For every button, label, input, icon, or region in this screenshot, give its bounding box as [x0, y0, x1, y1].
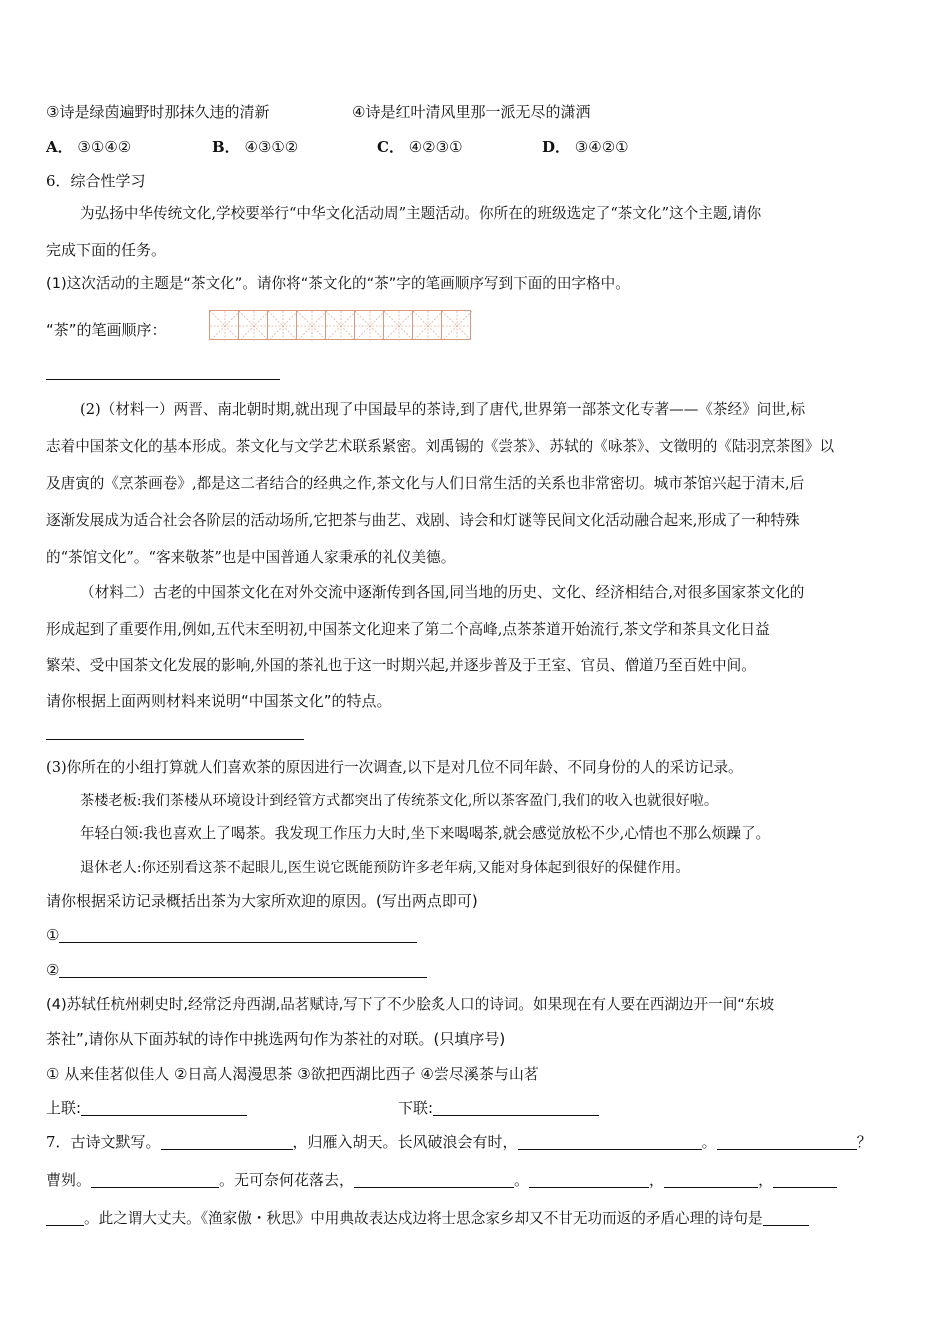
q7-l1-d: ？	[856, 1133, 872, 1151]
grid-cell[interactable]	[238, 310, 268, 340]
q7-l2-c: 。	[514, 1171, 530, 1189]
grid-cell[interactable]	[325, 310, 355, 340]
q6-part1: (1)这次活动的主题是“茶文化”。请你将“茶文化的“茶”字的笔画顺序写到下面的田字格中。	[46, 275, 630, 292]
interview-teahouse-owner: 茶楼老板:我们茶楼从环境设计到经管方式都突出了传统茶文化,所以茶客盈门,我们的收入也就很好啦。	[80, 793, 719, 809]
material2-line2: 形成起到了重要作用,例如,五代末至明初,中国茶文化迎来了第二个高峰,点茶茶道开始流行,茶文学和茶具文化日益	[46, 621, 770, 638]
q7-blank[interactable]	[518, 1133, 702, 1150]
q7-l2-e: ，	[758, 1171, 774, 1189]
grid-cell[interactable]	[441, 310, 471, 340]
answer-line	[46, 379, 280, 380]
q7-l1-b: ，归雁入胡天。长风破浪会有时，	[292, 1133, 518, 1151]
q7-l2-b: 。无可奈何花落去，	[219, 1171, 355, 1189]
q7-l2-a: 曹刿。	[46, 1171, 92, 1189]
q6-part4-line1: (4)苏轼任杭州刺史时,经常泛舟西湖,品茗赋诗,写下了不少脍炙人口的诗词。如果现在有人要在西湖边开一间“东坡	[46, 996, 775, 1013]
material2-line3: 繁荣、受中国茶文化发展的影响,外国的茶礼也于这一时期兴起,并逐步普及于王室、官员、僧道乃至百姓中间。	[46, 657, 756, 674]
material1-line4: 逐渐发展成为适合社会各阶层的活动场所,它把茶与曲艺、戏剧、诗会和灯谜等民间文化活动融合起来,形成了一种特殊	[46, 512, 800, 529]
grid-cell[interactable]	[209, 310, 239, 340]
choice-text: ④③①②	[244, 138, 299, 156]
answer-2-label: ②	[46, 961, 60, 979]
q5-choice-b	[212, 137, 298, 157]
interview-young-worker: 年轻白领:我也喜欢上了喝茶。我发现工作压力大时,坐下来喝喝茶,就会感觉放松不少,心情也不那么烦躁了。	[80, 825, 771, 842]
grid-cell[interactable]	[296, 310, 326, 340]
choice-text: ③④②①	[574, 138, 629, 156]
part3-question: 请你根据采访记录概括出茶为大家所欢迎的原因。(写出两点即可)	[46, 892, 478, 910]
q7-blank[interactable]	[763, 1209, 809, 1226]
q7-blank[interactable]	[161, 1133, 293, 1150]
material1-line1: (2)（材料一）两晋、南北朝时期,就出现了中国最早的茶诗,到了唐代,世界第一部茶文化专著——《茶经》问世,标	[80, 401, 806, 418]
interview-retiree: 退休老人:你还别看这茶不起眼儿,医生说它既能预防许多老年病,又能对身体起到很好的保健作用。	[80, 860, 690, 876]
answer-2-blank[interactable]	[59, 961, 427, 978]
q6-part4-options: ① 从来佳茗似佳人 ②日高人渴漫思茶 ③欲把西湖比西子 ④尝尽溪茶与山茗	[46, 1065, 539, 1083]
q7-line1	[46, 1132, 872, 1152]
answer-1-label: ①	[46, 926, 60, 944]
q6-intro-line1: 为弘扬中华传统文化,学校要举行“中华文化活动周”主题活动。你所在的班级选定了“茶文化”这个主题,请你	[80, 205, 762, 222]
upper-couplet-blank[interactable]	[81, 1099, 247, 1116]
upper-couplet-row	[46, 1098, 247, 1118]
choice-letter: D．	[542, 138, 571, 156]
q6-intro-line2: 完成下面的任务。	[46, 241, 167, 259]
material2-line1: （材料二）古老的中国茶文化在对外交流中逐渐传到各国,同当地的历史、文化、经济相结合,对很多国家茶文化的	[80, 584, 805, 601]
choice-letter: B．	[212, 138, 240, 156]
q5-choice-d	[542, 137, 629, 157]
q5-option3: ③诗是绿茵遍野时那抹久违的清新	[46, 103, 270, 121]
choice-text: ④②③①	[408, 138, 463, 156]
grid-cell[interactable]	[267, 310, 297, 340]
q7-blank[interactable]	[354, 1171, 514, 1188]
q5-option4: ④诗是红叶清风里那一派无尽的潇洒	[352, 103, 591, 121]
tian-zi-grid[interactable]	[210, 310, 471, 340]
q7-blank[interactable]	[717, 1133, 857, 1150]
q7-l1-c: 。	[701, 1133, 717, 1151]
material1-line3: 及唐寅的《烹茶画卷》,都是这二者结合的经典之作,茶文化与人们日常生活的关系也非常密切。城市茶馆兴起于清末,后	[46, 475, 805, 492]
q7-blank[interactable]	[529, 1171, 649, 1188]
stroke-order-label: “茶”的笔画顺序：	[46, 321, 167, 339]
q5-choice-a	[46, 137, 131, 157]
q6-part4-line2: 茶社”,请你从下面苏轼的诗作中挑选两句作为茶社的对联。(只填序号)	[46, 1030, 506, 1048]
answer-1-blank[interactable]	[59, 926, 417, 943]
answer-1-row	[46, 925, 417, 945]
grid-cell[interactable]	[354, 310, 384, 340]
material1-line5: 的“茶馆文化”。“客来敬茶”也是中国普通人家秉承的礼仪美德。	[46, 549, 456, 566]
lower-couplet-row	[398, 1098, 599, 1118]
lower-couplet-label: 下联:	[398, 1099, 434, 1117]
grid-cell[interactable]	[383, 310, 413, 340]
q7-blank[interactable]	[664, 1171, 758, 1188]
answer-2-row	[46, 960, 427, 980]
q7-line3	[46, 1209, 809, 1229]
q7-line2	[46, 1170, 837, 1190]
choice-text: ③①④②	[77, 138, 132, 156]
q7-l3-a: 。此之谓大丈夫。《渔家傲・秋思》中用典故表达戍边将士思念家乡却又不甘无功而返的矛盾心理的诗句是	[84, 1210, 763, 1227]
q7-blank[interactable]	[773, 1171, 837, 1188]
upper-couplet-label: 上联:	[46, 1099, 82, 1117]
part2-question: 请你根据上面两则材料来说明“中国茶文化”的特点。	[46, 692, 392, 710]
material1-line2: 志着中国茶文化的基本形成。茶文化与文学艺术联系紧密。刘禹锡的《尝茶》、苏轼的《咏茶》、文徵明的《陆羽烹茶图》以	[46, 438, 835, 455]
q7-l2-d: ，	[649, 1171, 665, 1189]
choice-letter: C．	[377, 138, 404, 156]
lower-couplet-blank[interactable]	[433, 1099, 599, 1116]
q7-blank[interactable]	[46, 1209, 84, 1226]
q5-choice-c	[377, 137, 463, 157]
choice-letter: A．	[46, 138, 73, 156]
q7-l1-a: 7．古诗文默写。	[46, 1133, 161, 1151]
grid-cell[interactable]	[412, 310, 442, 340]
q6-part3: (3)你所在的小组打算就人们喜欢茶的原因进行一次调查,以下是对几位不同年龄、不同身份的人的采访记录。	[46, 759, 743, 776]
q6-title: 6．综合性学习	[46, 172, 146, 190]
answer-line	[46, 739, 304, 740]
q7-blank[interactable]	[91, 1171, 219, 1188]
